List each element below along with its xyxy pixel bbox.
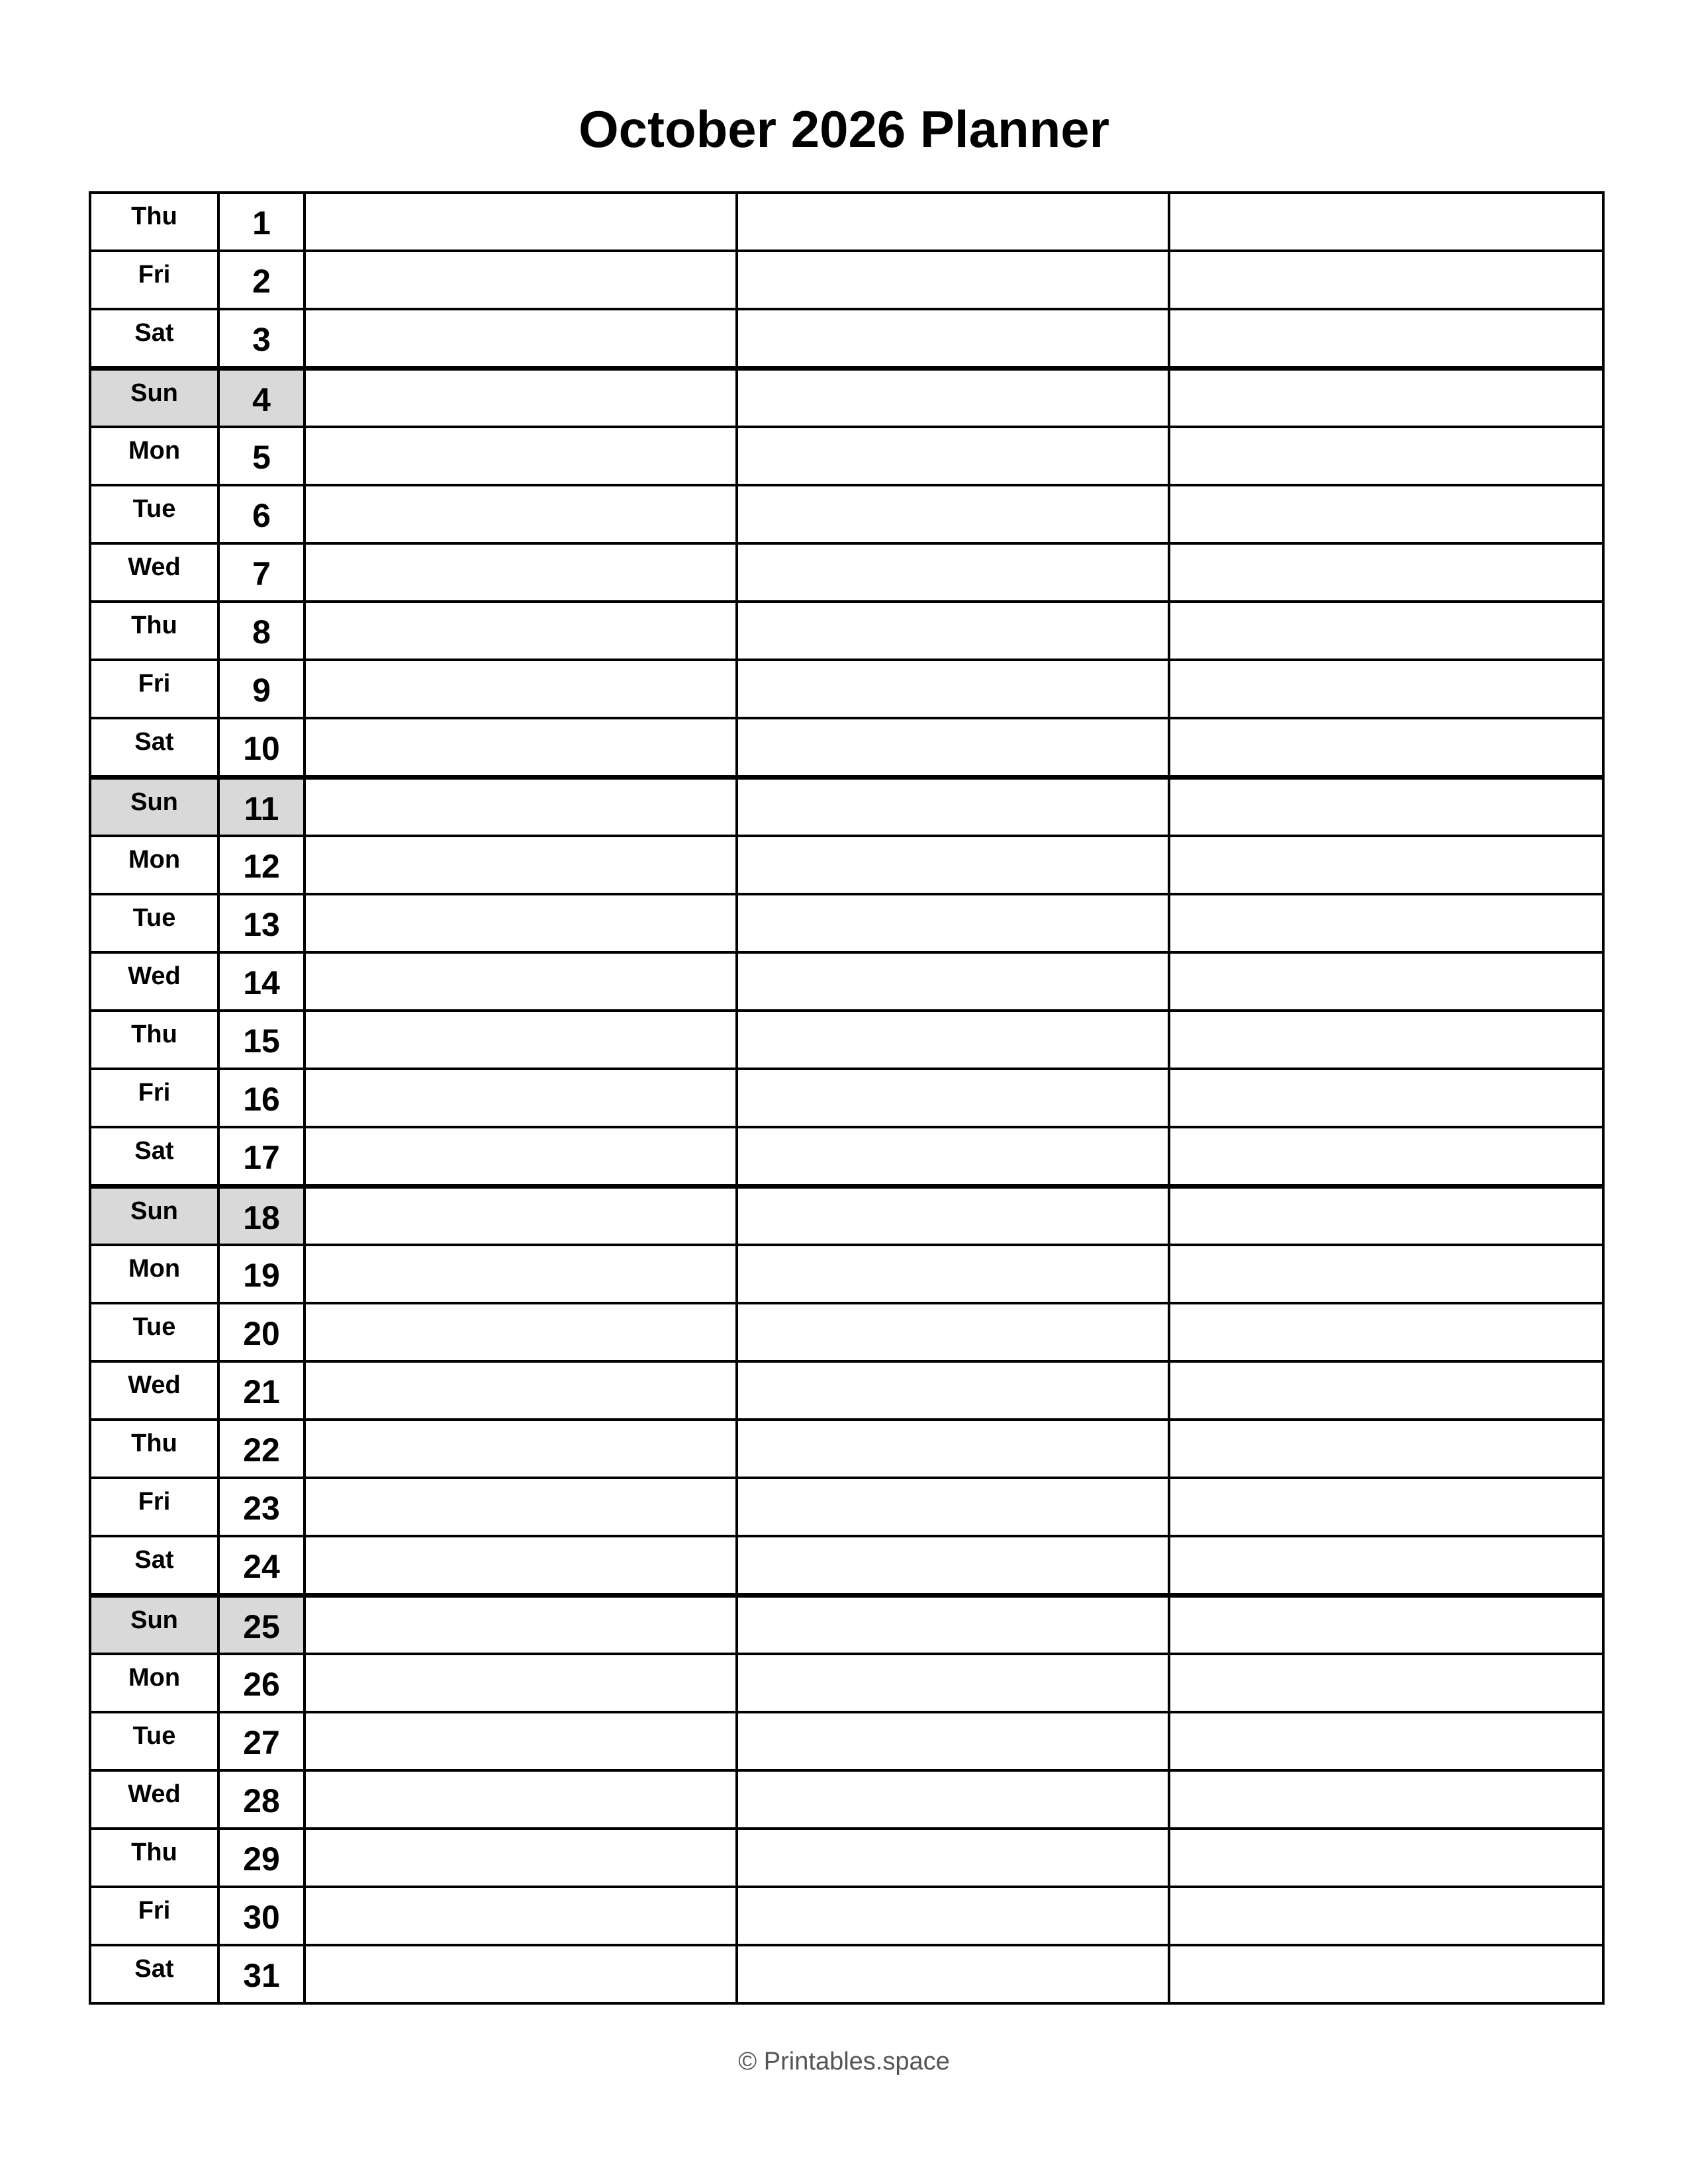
note-cell-1[interactable] xyxy=(306,1655,738,1711)
weekday-cell: Mon xyxy=(91,837,220,893)
weekday-cell: Mon xyxy=(91,1246,220,1302)
planner-row xyxy=(91,1184,1602,1244)
planner-row xyxy=(91,1068,1602,1126)
note-cell-3[interactable] xyxy=(1170,545,1602,600)
weekday-cell: Thu xyxy=(91,603,220,659)
note-cell-1[interactable] xyxy=(306,954,738,1009)
note-cell-2[interactable] xyxy=(738,1713,1170,1769)
note-cell-3[interactable] xyxy=(1170,1479,1602,1535)
note-cell-2[interactable] xyxy=(738,371,1170,426)
date-cell: 29 xyxy=(220,1830,306,1886)
note-cell-2[interactable] xyxy=(738,1421,1170,1477)
date-cell: 5 xyxy=(220,428,306,484)
weekday-cell: Thu xyxy=(91,1012,220,1068)
date-cell: 21 xyxy=(220,1363,306,1418)
note-cell-1[interactable] xyxy=(306,1772,738,1827)
note-cell-2[interactable] xyxy=(738,1012,1170,1068)
note-cell-1[interactable] xyxy=(306,719,738,775)
note-cell-3[interactable] xyxy=(1170,1888,1602,1944)
note-cell-1[interactable] xyxy=(306,428,738,484)
note-cell-2[interactable] xyxy=(738,194,1170,250)
weekday-cell: Sat xyxy=(91,310,220,366)
date-cell: 19 xyxy=(220,1246,306,1302)
note-cell-2[interactable] xyxy=(738,837,1170,893)
note-cell-2[interactable] xyxy=(738,1537,1170,1593)
planner-row xyxy=(91,893,1602,951)
note-cell-1[interactable] xyxy=(306,1479,738,1535)
planner-row xyxy=(91,1653,1602,1711)
note-cell-2[interactable] xyxy=(738,1304,1170,1360)
note-cell-1[interactable] xyxy=(306,545,738,600)
date-cell: 9 xyxy=(220,661,306,717)
weekday-cell: Sat xyxy=(91,1537,220,1593)
note-cell-2[interactable] xyxy=(738,1189,1170,1244)
date-cell: 11 xyxy=(220,780,306,835)
date-cell: 2 xyxy=(220,252,306,308)
note-cell-1[interactable] xyxy=(306,1830,738,1886)
weekday-cell: Sat xyxy=(91,1946,220,2002)
planner-row xyxy=(91,1126,1602,1184)
date-cell: 12 xyxy=(220,837,306,893)
note-cell-3[interactable] xyxy=(1170,954,1602,1009)
planner-row xyxy=(91,1302,1602,1360)
note-cell-2[interactable] xyxy=(738,1363,1170,1418)
note-cell-3[interactable] xyxy=(1170,1128,1602,1184)
planner-row xyxy=(91,1009,1602,1068)
note-cell-1[interactable] xyxy=(306,194,738,250)
weekday-cell: Wed xyxy=(91,954,220,1009)
planner-row xyxy=(91,1886,1602,1944)
note-cell-1[interactable] xyxy=(306,1128,738,1184)
weekday-cell: Mon xyxy=(91,1655,220,1711)
date-cell: 23 xyxy=(220,1479,306,1535)
planner-row xyxy=(91,308,1602,366)
note-cell-2[interactable] xyxy=(738,1128,1170,1184)
weekday-cell: Sun xyxy=(91,1189,220,1244)
date-cell: 14 xyxy=(220,954,306,1009)
planner-row xyxy=(91,1769,1602,1827)
planner-row xyxy=(91,1477,1602,1535)
note-cell-2[interactable] xyxy=(738,486,1170,542)
note-cell-1[interactable] xyxy=(306,780,738,835)
weekday-cell: Fri xyxy=(91,1888,220,1944)
date-cell: 15 xyxy=(220,1012,306,1068)
date-cell: 16 xyxy=(220,1070,306,1126)
note-cell-2[interactable] xyxy=(738,545,1170,600)
note-cell-3[interactable] xyxy=(1170,1363,1602,1418)
note-cell-3[interactable] xyxy=(1170,719,1602,775)
note-cell-3[interactable] xyxy=(1170,310,1602,366)
note-cell-3[interactable] xyxy=(1170,1713,1602,1769)
note-cell-1[interactable] xyxy=(306,1012,738,1068)
note-cell-1[interactable] xyxy=(306,1363,738,1418)
note-cell-3[interactable] xyxy=(1170,486,1602,542)
weekday-cell: Thu xyxy=(91,194,220,250)
date-cell: 30 xyxy=(220,1888,306,1944)
weekday-cell: Tue xyxy=(91,486,220,542)
note-cell-2[interactable] xyxy=(738,1655,1170,1711)
note-cell-2[interactable] xyxy=(738,1946,1170,2002)
weekday-cell: Wed xyxy=(91,545,220,600)
note-cell-1[interactable] xyxy=(306,661,738,717)
weekday-cell: Wed xyxy=(91,1363,220,1418)
planner-row xyxy=(91,1360,1602,1418)
weekday-cell: Fri xyxy=(91,661,220,717)
note-cell-1[interactable] xyxy=(306,895,738,951)
weekday-cell: Sat xyxy=(91,719,220,775)
page-title: October 2026 Planner xyxy=(578,100,1109,158)
note-cell-2[interactable] xyxy=(738,1070,1170,1126)
weekday-cell: Fri xyxy=(91,1070,220,1126)
planner-row xyxy=(91,600,1602,659)
note-cell-2[interactable] xyxy=(738,895,1170,951)
note-cell-1[interactable] xyxy=(306,310,738,366)
footer-credit: © Printables.space xyxy=(738,2048,950,2075)
planner-row xyxy=(91,194,1602,250)
weekday-cell: Tue xyxy=(91,1713,220,1769)
planner-row xyxy=(91,835,1602,893)
note-cell-1[interactable] xyxy=(306,1189,738,1244)
note-cell-1[interactable] xyxy=(306,837,738,893)
date-cell: 13 xyxy=(220,895,306,951)
date-cell: 8 xyxy=(220,603,306,659)
planner-row xyxy=(91,250,1602,308)
weekday-cell: Wed xyxy=(91,1772,220,1827)
weekday-cell: Tue xyxy=(91,895,220,951)
date-cell: 3 xyxy=(220,310,306,366)
note-cell-2[interactable] xyxy=(738,310,1170,366)
weekday-cell: Fri xyxy=(91,1479,220,1535)
note-cell-3[interactable] xyxy=(1170,252,1602,308)
planner-row xyxy=(91,659,1602,717)
date-cell: 26 xyxy=(220,1655,306,1711)
note-cell-2[interactable] xyxy=(738,1598,1170,1653)
note-cell-3[interactable] xyxy=(1170,780,1602,835)
note-cell-1[interactable] xyxy=(306,1598,738,1653)
weekday-cell: Sat xyxy=(91,1128,220,1184)
note-cell-1[interactable] xyxy=(306,1304,738,1360)
planner-row xyxy=(91,426,1602,484)
weekday-cell: Sun xyxy=(91,371,220,426)
planner-row xyxy=(91,1711,1602,1769)
note-cell-2[interactable] xyxy=(738,1246,1170,1302)
note-cell-3[interactable] xyxy=(1170,428,1602,484)
weekday-cell: Sun xyxy=(91,1598,220,1653)
note-cell-3[interactable] xyxy=(1170,1655,1602,1711)
note-cell-1[interactable] xyxy=(306,486,738,542)
note-cell-2[interactable] xyxy=(738,661,1170,717)
planner-row xyxy=(91,775,1602,835)
note-cell-2[interactable] xyxy=(738,1888,1170,1944)
note-cell-3[interactable] xyxy=(1170,661,1602,717)
date-cell: 25 xyxy=(220,1598,306,1653)
planner-row xyxy=(91,1244,1602,1302)
note-cell-1[interactable] xyxy=(306,1946,738,2002)
date-cell: 7 xyxy=(220,545,306,600)
planner-row xyxy=(91,717,1602,775)
date-cell: 1 xyxy=(220,194,306,250)
note-cell-3[interactable] xyxy=(1170,1304,1602,1360)
note-cell-3[interactable] xyxy=(1170,603,1602,659)
planner-row xyxy=(91,1944,1602,2002)
note-cell-3[interactable] xyxy=(1170,1772,1602,1827)
note-cell-2[interactable] xyxy=(738,954,1170,1009)
planner-row xyxy=(91,484,1602,542)
date-cell: 27 xyxy=(220,1713,306,1769)
note-cell-2[interactable] xyxy=(738,428,1170,484)
planner-grid xyxy=(89,191,1605,2005)
note-cell-1[interactable] xyxy=(306,603,738,659)
date-cell: 4 xyxy=(220,371,306,426)
note-cell-3[interactable] xyxy=(1170,1946,1602,2002)
note-cell-1[interactable] xyxy=(306,1070,738,1126)
date-cell: 24 xyxy=(220,1537,306,1593)
weekday-cell: Sun xyxy=(91,780,220,835)
note-cell-1[interactable] xyxy=(306,1421,738,1477)
planner-row xyxy=(91,1827,1602,1886)
weekday-cell: Mon xyxy=(91,428,220,484)
note-cell-2[interactable] xyxy=(738,1772,1170,1827)
note-cell-1[interactable] xyxy=(306,1888,738,1944)
note-cell-3[interactable] xyxy=(1170,1421,1602,1477)
note-cell-3[interactable] xyxy=(1170,194,1602,250)
note-cell-1[interactable] xyxy=(306,1537,738,1593)
date-cell: 20 xyxy=(220,1304,306,1360)
note-cell-3[interactable] xyxy=(1170,1598,1602,1653)
date-cell: 31 xyxy=(220,1946,306,2002)
note-cell-1[interactable] xyxy=(306,1246,738,1302)
note-cell-1[interactable] xyxy=(306,1713,738,1769)
note-cell-3[interactable] xyxy=(1170,895,1602,951)
planner-row xyxy=(91,1535,1602,1593)
date-cell: 18 xyxy=(220,1189,306,1244)
note-cell-3[interactable] xyxy=(1170,1012,1602,1068)
note-cell-2[interactable] xyxy=(738,1830,1170,1886)
note-cell-2[interactable] xyxy=(738,719,1170,775)
note-cell-3[interactable] xyxy=(1170,1830,1602,1886)
date-cell: 6 xyxy=(220,486,306,542)
date-cell: 17 xyxy=(220,1128,306,1184)
weekday-cell: Thu xyxy=(91,1421,220,1477)
note-cell-2[interactable] xyxy=(738,252,1170,308)
note-cell-3[interactable] xyxy=(1170,1189,1602,1244)
date-cell: 28 xyxy=(220,1772,306,1827)
weekday-cell: Thu xyxy=(91,1830,220,1886)
note-cell-2[interactable] xyxy=(738,1479,1170,1535)
note-cell-2[interactable] xyxy=(738,780,1170,835)
note-cell-3[interactable] xyxy=(1170,837,1602,893)
weekday-cell: Fri xyxy=(91,252,220,308)
planner-row xyxy=(91,951,1602,1009)
planner-row xyxy=(91,1593,1602,1653)
note-cell-2[interactable] xyxy=(738,603,1170,659)
note-cell-3[interactable] xyxy=(1170,1246,1602,1302)
note-cell-3[interactable] xyxy=(1170,1070,1602,1126)
note-cell-3[interactable] xyxy=(1170,371,1602,426)
planner-row xyxy=(91,366,1602,426)
planner-row xyxy=(91,542,1602,600)
date-cell: 22 xyxy=(220,1421,306,1477)
weekday-cell: Tue xyxy=(91,1304,220,1360)
note-cell-1[interactable] xyxy=(306,371,738,426)
note-cell-1[interactable] xyxy=(306,252,738,308)
note-cell-3[interactable] xyxy=(1170,1537,1602,1593)
planner-row xyxy=(91,1418,1602,1477)
date-cell: 10 xyxy=(220,719,306,775)
